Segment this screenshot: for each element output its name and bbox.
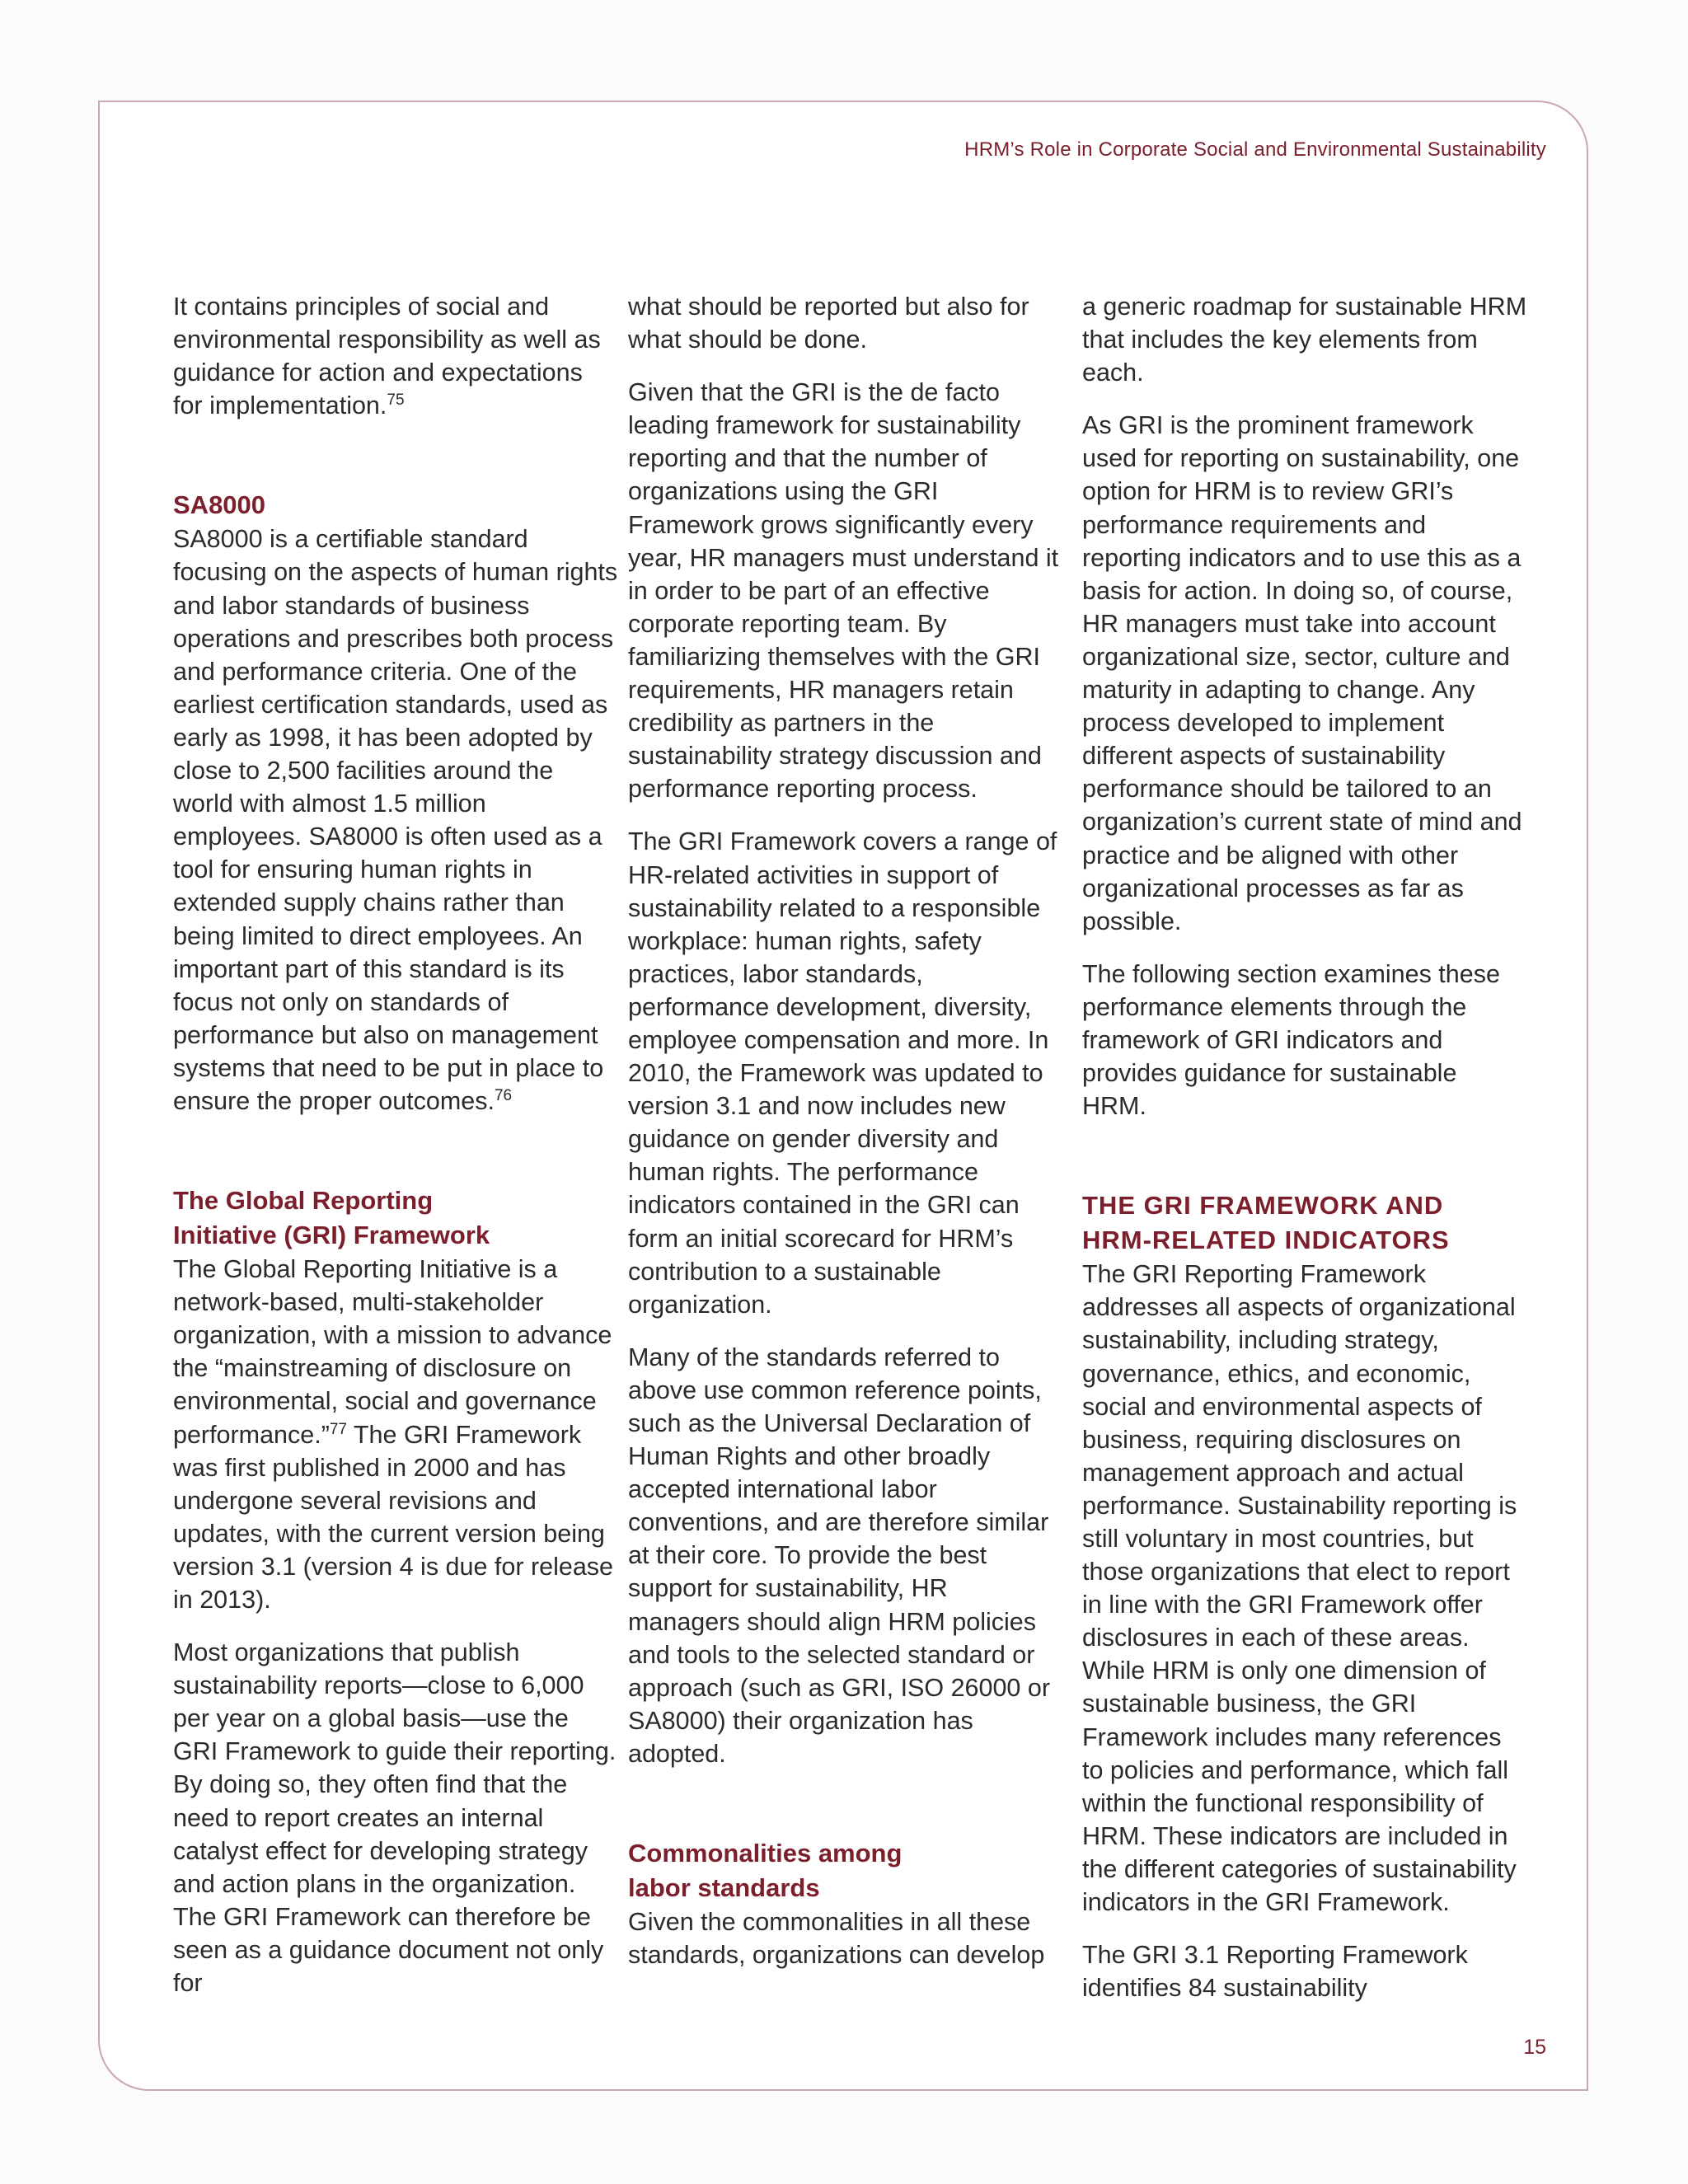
paragraph-following-section: The following section examines these performance elements through the framework of GRI indicators and provides guidance for sustainable HRM. (1082, 959, 1500, 1121)
paragraph-as-gri: As GRI is the prominent framework used for reporting on sustainability, one option for HRM is to review GRI’s performance requirements and reporting indicators and to use this as a basis for action. In doing so, of course, HR managers must take into account organizational size, sector, culture and maturity in adapting to change. Any process developed to implement different aspects of sustainability performance should be tailored to an organization’s current state of mind and practice and be aligned with other organizational processes as far as possible. (1082, 411, 1522, 935)
paragraph-gri-31: The GRI 3.1 Reporting Framework identifies 84 sustainability (1082, 1941, 1468, 2003)
paragraph-gri-covers: The GRI Framework covers a range of HR-related activities in support of sustainability related to a responsible workplace: human rights, safety practices, labor standards, performance development, diversity, employee compensation and more. In 2010, the Framework was updated to version 3.1 and now includes new guidance on gender diversity and human rights. The performance indicators contained in the GRI can form an initial scorecard for HRM’s contribution to a sustainable organization. (628, 827, 1057, 1319)
paragraph-gri-de-facto: Given that the GRI is the de facto leading framework for sustainability reporting and that the number of organizations using the GRI Framework grows significantly every year, HR managers must understand it in order to be part of an effective corporate reporting team. By familiarizing themselves with the GRI requirements, HR managers retain credibility as partners in the sustainability strategy discussion and performance reporting process. (628, 378, 1059, 804)
running-header: HRM’s Role in Corporate Social and Environmental Sustainability (964, 138, 1546, 161)
footnote-ref-75[interactable]: 75 (387, 391, 405, 410)
paragraph-roadmap: a generic roadmap for sustainable HRM that includes the key elements from each. (1082, 293, 1527, 387)
text-column-3 (1082, 290, 1527, 2004)
paragraph-most-organizations: Most organizations that publish sustainability reports—close to 6,000 per year on a global basis—use the GRI Framework to guide their reporting. By doing so, they often find that the need to report creates an internal catalyst effect for developing strategy and action plans in the organization. The GRI Framework can therefore be seen as a guidance document not only for (173, 1638, 617, 1998)
paragraph-intro: It contains principles of social and environmental responsibility as well as guidance for action and expectations for implementation.$^{75}$ (173, 293, 601, 420)
page-number: 15 (1523, 2036, 1546, 2059)
heading-gri-framework-indicators: THE GRI FRAMEWORK AND HRM-RELATED INDICATORS (1082, 1191, 1450, 1255)
text-column-1 (173, 290, 618, 1999)
footnote-ref-77[interactable]: 77 (329, 1420, 347, 1438)
paragraph-commonalities: Given the commonalities in all these standards, organizations can develop (628, 1908, 1045, 1970)
paragraph-many-standards: Many of the standards referred to above use common reference points, such as the Universal Declaration of Human Rights and other broadly accepted international labor conventions, and are therefore similar at their core. To provide the best support for sustainability, HR managers should align HRM policies and tools to the selected standard or approach (such as GRI, ISO 26000 or SA8000) their organization has adopted. (628, 1343, 1050, 1768)
paragraph-gri-reporting-framework: The GRI Reporting Framework addresses all aspects of organizational sustainability, including strategy, governance, ethics, and economic, social and environmental aspects of business, requiring disclosures on management approach and actual performance. Sustainability reporting is still voluntary in most countries, but those organizations that elect to report in line with the GRI Framework offer disclosures in each of these areas. While HRM is only one dimension of sustainable business, the GRI Framework includes many references to policies and performance, which fall within the functional responsibility of HRM. These indicators are included in the different categories of sustainability indicators in the GRI Framework. (1082, 1260, 1517, 1917)
heading-commonalities: Commonalities among labor standards (628, 1839, 903, 1903)
paragraph-continued: what should be reported but also for what should be done. (628, 293, 1029, 354)
heading-gri-framework: The Global Reporting Initiative (GRI) Framework (173, 1186, 490, 1250)
heading-sa8000: SA8000 (173, 490, 266, 520)
text-column-2 (628, 290, 1061, 1971)
paragraph-gri: The Global Reporting Initiative is a network-based, multi-stakeholder organization, with a mission to advance the “mainstreaming of disclosure on environmental, social and governance performance.”$^{77}$ The GRI Framework was first published in 2000 and has undergone several revisions and updates, with the current version being version 3.1 (version 4 is due for release in 2013). (173, 1255, 614, 1614)
paragraph-sa8000: SA8000 is a certifiable standard focusing on the aspects of human rights and labor standards of business operations and prescribes both process and performance criteria. One of the earliest certification standards, used as early as 1998, it has been adopted by close to 2,500 facilities around the world with almost 1.5 million employees. SA8000 is often used as a tool for ensuring human rights in extended supply chains rather than being limited to direct employees. An important part of this standard is its focus not only on standards of performance but also on management systems that need to be put in place to ensure the proper outcomes.$^{76}$ (173, 525, 618, 1115)
footnote-ref-76[interactable]: 76 (494, 1086, 513, 1104)
